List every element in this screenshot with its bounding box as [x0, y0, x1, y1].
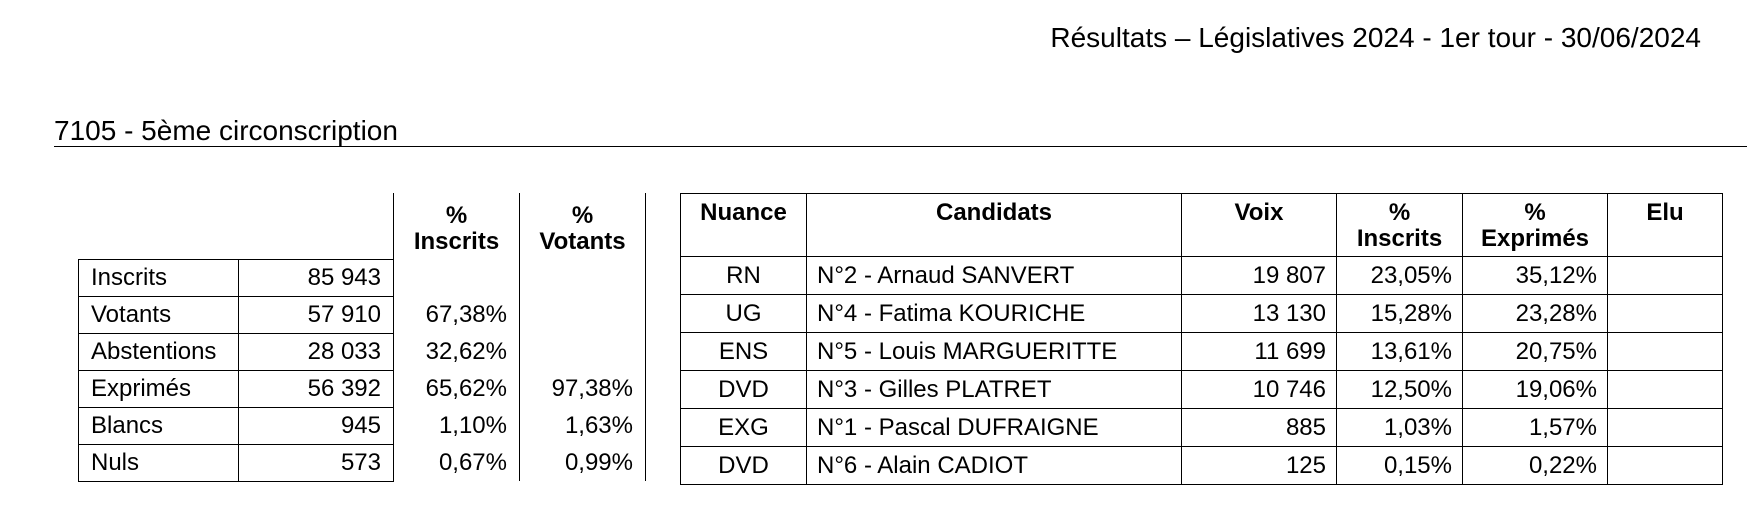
- candidate-pct-exprimes: 0,22%: [1463, 447, 1608, 485]
- header-pct-exprimes: [1463, 194, 1608, 257]
- turnout-pct-votants: [520, 333, 646, 370]
- turnout-header-pct-votants: [520, 193, 646, 259]
- candidate-elu: [1608, 371, 1723, 409]
- header-elu: Elu: [1608, 194, 1723, 257]
- candidate-name: N°6 - Alain CADIOT: [807, 447, 1182, 485]
- turnout-label: Blancs: [79, 407, 239, 444]
- candidate-name: N°2 - Arnaud SANVERT: [807, 257, 1182, 295]
- header-line: Inscrits: [1356, 225, 1443, 252]
- turnout-label: Inscrits: [79, 259, 239, 296]
- turnout-value: 56 392: [239, 370, 394, 407]
- candidate-row: [681, 447, 1723, 485]
- candidate-pct-exprimes: 35,12%: [1463, 257, 1608, 295]
- turnout-table: [78, 193, 646, 482]
- turnout-row: [79, 370, 646, 407]
- turnout-row: [79, 259, 646, 296]
- turnout-value: 945: [239, 407, 394, 444]
- candidate-nuance: UG: [681, 295, 807, 333]
- candidate-voix: 125: [1182, 447, 1337, 485]
- header-line: Inscrits: [413, 228, 500, 255]
- turnout-pct-votants: 97,38%: [520, 370, 646, 407]
- candidate-elu: [1608, 447, 1723, 485]
- turnout-row: [79, 333, 646, 370]
- candidate-name: N°5 - Louis MARGUERITTE: [807, 333, 1182, 371]
- turnout-label: Votants: [79, 296, 239, 333]
- turnout-pct-inscrits: [394, 259, 520, 296]
- candidate-pct-inscrits: 0,15%: [1337, 447, 1463, 485]
- candidate-voix: 19 807: [1182, 257, 1337, 295]
- candidate-voix: 885: [1182, 409, 1337, 447]
- turnout-pct-inscrits: 67,38%: [394, 296, 520, 333]
- turnout-label: Abstentions: [79, 333, 239, 370]
- candidate-name: N°4 - Fatima KOURICHE: [807, 295, 1182, 333]
- candidate-pct-exprimes: 19,06%: [1463, 371, 1608, 409]
- header-line: %: [571, 202, 594, 229]
- candidate-pct-exprimes: 23,28%: [1463, 295, 1608, 333]
- candidate-pct-inscrits: 1,03%: [1337, 409, 1463, 447]
- turnout-row: [79, 296, 646, 333]
- turnout-header-pct-inscrits: [394, 193, 520, 259]
- turnout-row: [79, 407, 646, 444]
- header-line: %: [445, 202, 468, 229]
- candidate-pct-inscrits: 13,61%: [1337, 333, 1463, 371]
- turnout-value: 573: [239, 444, 394, 481]
- turnout-pct-inscrits: 0,67%: [394, 444, 520, 481]
- turnout-row: [79, 444, 646, 481]
- candidate-voix: 11 699: [1182, 333, 1337, 371]
- candidate-row: [681, 409, 1723, 447]
- page-title: Résultats – Législatives 2024 - 1er tour - 30/06/2024: [1050, 22, 1701, 53]
- turnout-pct-votants: [520, 259, 646, 296]
- header-pct-inscrits: [1337, 194, 1463, 257]
- candidate-pct-exprimes: 20,75%: [1463, 333, 1608, 371]
- candidate-pct-inscrits: 15,28%: [1337, 295, 1463, 333]
- turnout-header-empty: [79, 193, 239, 259]
- turnout-label: Nuls: [79, 444, 239, 481]
- candidate-row: [681, 371, 1723, 409]
- turnout-pct-inscrits: 65,62%: [394, 370, 520, 407]
- candidates-table: [680, 193, 1723, 485]
- header-line: %: [1524, 199, 1546, 226]
- candidates-header-row: [681, 194, 1723, 257]
- turnout-header-empty: [239, 193, 394, 259]
- section-divider: [54, 146, 1747, 147]
- candidate-pct-exprimes: 1,57%: [1463, 409, 1608, 447]
- turnout-header-row: [79, 193, 646, 259]
- candidate-nuance: RN: [681, 257, 807, 295]
- candidate-nuance: ENS: [681, 333, 807, 371]
- turnout-pct-votants: 1,63%: [520, 407, 646, 444]
- candidate-elu: [1608, 295, 1723, 333]
- header-line: Votants: [539, 228, 626, 255]
- turnout-value: 57 910: [239, 296, 394, 333]
- header-voix: Voix: [1182, 194, 1337, 257]
- candidate-pct-inscrits: 12,50%: [1337, 371, 1463, 409]
- candidate-nuance: DVD: [681, 447, 807, 485]
- candidate-name: N°3 - Gilles PLATRET: [807, 371, 1182, 409]
- candidate-voix: 13 130: [1182, 295, 1337, 333]
- candidate-elu: [1608, 409, 1723, 447]
- turnout-pct-inscrits: 1,10%: [394, 407, 520, 444]
- candidate-elu: [1608, 333, 1723, 371]
- header-line: Exprimés: [1480, 225, 1590, 252]
- candidate-row: [681, 333, 1723, 371]
- turnout-pct-votants: 0,99%: [520, 444, 646, 481]
- header-line: %: [1388, 199, 1411, 226]
- header-nuance: Nuance: [681, 194, 807, 257]
- candidate-voix: 10 746: [1182, 371, 1337, 409]
- turnout-pct-votants: [520, 296, 646, 333]
- turnout-pct-inscrits: 32,62%: [394, 333, 520, 370]
- turnout-value: 28 033: [239, 333, 394, 370]
- section-title: 7105 - 5ème circonscription: [54, 115, 398, 146]
- candidate-name: N°1 - Pascal DUFRAIGNE: [807, 409, 1182, 447]
- turnout-value: 85 943: [239, 259, 394, 296]
- candidate-nuance: DVD: [681, 371, 807, 409]
- turnout-label: Exprimés: [79, 370, 239, 407]
- header-candidats: Candidats: [807, 194, 1182, 257]
- candidate-elu: [1608, 257, 1723, 295]
- candidate-pct-inscrits: 23,05%: [1337, 257, 1463, 295]
- candidate-nuance: EXG: [681, 409, 807, 447]
- candidate-row: [681, 295, 1723, 333]
- candidate-row: [681, 257, 1723, 295]
